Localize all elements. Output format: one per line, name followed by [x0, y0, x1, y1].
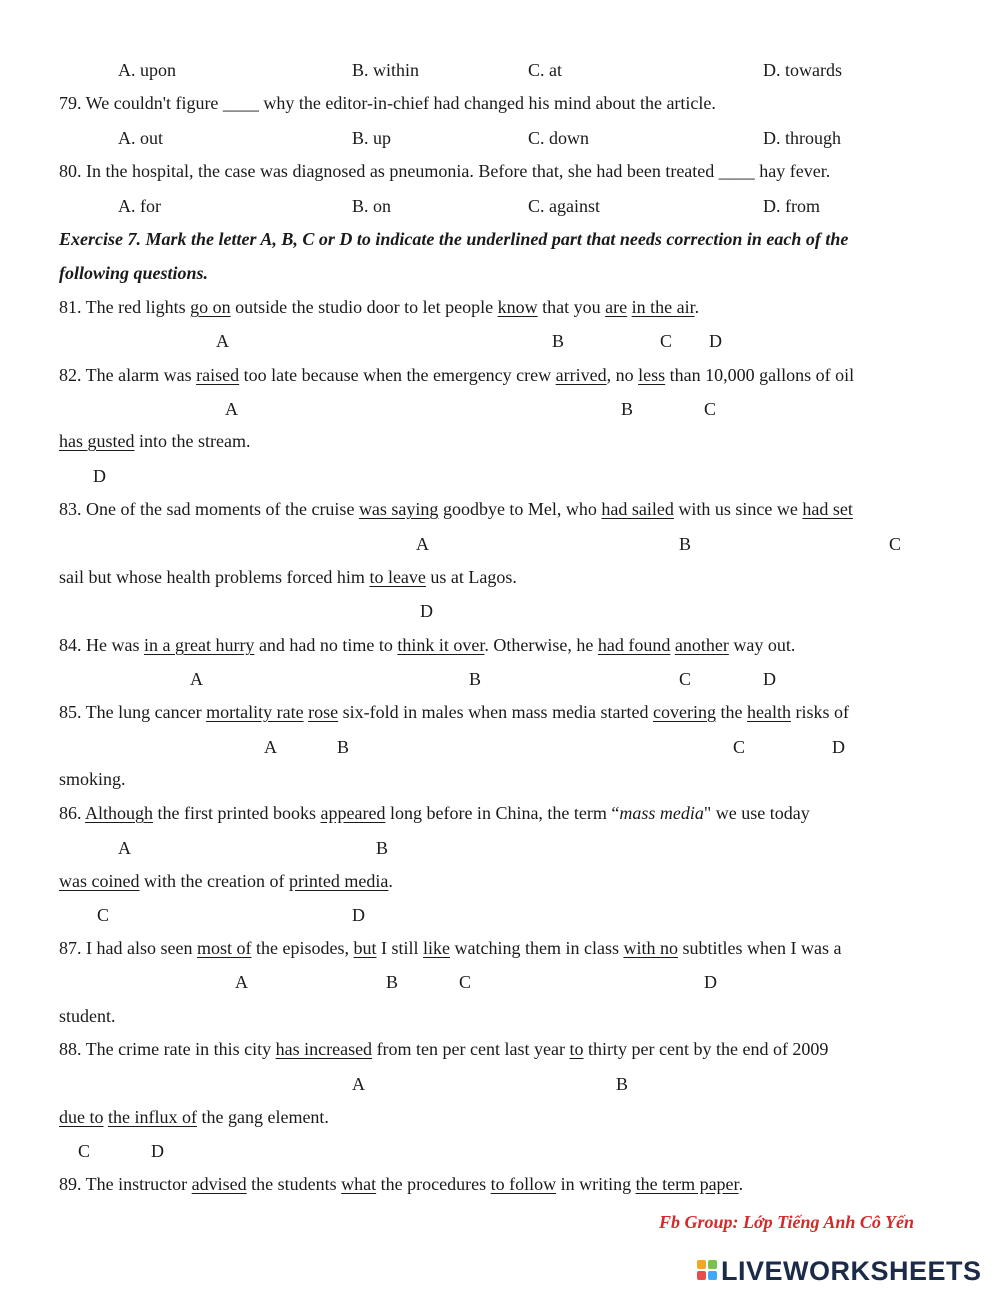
q81-label-a: A [216, 331, 229, 351]
q82-sentence-line2: has gusted into the stream. [59, 431, 251, 451]
fb-group-credit: Fb Group: Lớp Tiếng Anh Cô Yến [659, 1212, 915, 1232]
q85-sentence-line1: 85. The lung cancer mortality rate rose six-fold in males when mass media started covering the health risks of [59, 702, 849, 722]
q81-sentence: 81. The red lights go on outside the studio door to let people know that you are in the air. [59, 297, 700, 317]
q85-label-a: A [264, 737, 277, 757]
q80-option-a: A. for [118, 196, 161, 216]
liveworksheets-logo[interactable] [697, 1256, 982, 1286]
q86-sentence-line2: was coined with the creation of printed media. [59, 871, 393, 891]
q81-label-c: C [660, 331, 673, 351]
q87-label-c: C [459, 972, 472, 992]
q84-underline-a: in a great hurry [143, 635, 255, 655]
q89-underline-a: advised [191, 1174, 247, 1194]
q81-underline-c: are [605, 297, 628, 317]
q87-label-d: D [704, 972, 717, 992]
q88-underline-c: due to [59, 1107, 104, 1127]
q89-underline-b: what [341, 1174, 377, 1194]
q83-underline-b: had sailed [601, 499, 674, 519]
q87-sentence-line2: student. [59, 1006, 116, 1026]
q82-label-d: D [93, 466, 106, 486]
q78-option-b: B. within [352, 60, 420, 80]
q83-label-b: B [679, 534, 692, 554]
exercise-heading-line2: following questions. [59, 263, 209, 283]
q84-sentence: 84. He was in a great hurry and had no time to think it over. Otherwise, he had found another way out. [59, 635, 796, 655]
q86-label-c: C [97, 905, 110, 925]
q85-underline-c: covering [653, 702, 717, 722]
q83-underline-a: was saying [358, 499, 439, 519]
q88-label-d: D [151, 1141, 164, 1161]
q86-label-a: A [118, 838, 131, 858]
q84-label-a: A [190, 669, 203, 689]
q87-underline-b: but [353, 938, 377, 958]
q88-label-a: A [352, 1074, 365, 1094]
q82-label-a: A [225, 399, 238, 419]
q84-label-d: D [763, 669, 776, 689]
q86-label-d: D [352, 905, 365, 925]
q84-underline-b: think it over [397, 635, 485, 655]
q85-underline-b: rose [308, 702, 339, 722]
q87-underline-d: with no [623, 938, 678, 958]
q84-label-c: C [679, 669, 692, 689]
q88-sentence-line1: 88. The crime rate in this city has increased from ten per cent last year to thirty per cent by the end of 2009 [59, 1039, 829, 1059]
q81-underline-b: know [497, 297, 538, 317]
q81-underline-a: go on [190, 297, 231, 317]
q85-label-b: B [337, 737, 350, 757]
q78-option-c: C. at [528, 60, 562, 80]
q83-underline-d: to leave [369, 567, 426, 587]
q87-underline-c: like [423, 938, 450, 958]
q83-label-a: A [416, 534, 429, 554]
q88-underline-b: to [569, 1039, 584, 1059]
q82-label-c: C [704, 399, 717, 419]
q88-sentence-line2: due to the influx of the gang element. [59, 1107, 329, 1127]
q87-underline-a: most of [196, 938, 252, 958]
q88-underline-a: has increased [275, 1039, 373, 1059]
q83-sentence-line1: 83. One of the sad moments of the cruise was saying goodbye to Mel, who had sailed with us since we had set [59, 499, 853, 519]
q81-label-d: D [709, 331, 722, 351]
q86-sentence-line1: 86. Although the first printed books appeared long before in China, the term “mass media" we use today [59, 803, 810, 823]
q87-label-a: A [235, 972, 248, 992]
q84-label-b: B [469, 669, 482, 689]
q82-underline-b: arrived [555, 365, 607, 385]
q86-label-b: B [376, 838, 389, 858]
q78-option-a: A. upon [118, 60, 176, 80]
liveworksheets-mark-icon [697, 1258, 719, 1284]
q81-underline-d: in the air [631, 297, 695, 317]
q84-underline-d: another [674, 635, 729, 655]
q80-question: 80. In the hospital, the case was diagnosed as pneumonia. Before that, she had been treated ____ hay fever. [59, 161, 831, 181]
q88-underline-d: the influx of [108, 1107, 197, 1127]
q87-label-b: B [386, 972, 399, 992]
q78-option-d: D. towards [763, 60, 842, 80]
q88-label-b: B [616, 1074, 629, 1094]
q81-label-b: B [552, 331, 565, 351]
q79-option-b: B. up [352, 128, 392, 148]
q79-question: 79. We couldn't figure ____ why the editor-in-chief had changed his mind about the article. [59, 93, 716, 113]
q80-option-d: D. from [763, 196, 820, 216]
q82-sentence-line1: 82. The alarm was raised too late because when the emergency crew arrived, no less than 10,000 gallons of oil [59, 365, 855, 385]
q79-option-d: D. through [763, 128, 841, 148]
liveworksheets-brand: LIVEWORKSHEETS [721, 1256, 982, 1286]
q79-option-c: C. down [528, 128, 590, 148]
q80-option-c: C. against [528, 196, 600, 216]
q88-label-c: C [78, 1141, 91, 1161]
q86-underline-a: Although [85, 803, 154, 823]
q87-sentence-line1: 87. I had also seen most of the episodes, but I still like watching them in class with no subtitles when I was a [59, 938, 842, 958]
q89-underline-c: to follow [490, 1174, 557, 1194]
q85-sentence-line2: smoking. [59, 769, 126, 789]
q85-label-d: D [832, 737, 845, 757]
q86-underline-b: appeared [320, 803, 386, 823]
q83-sentence-line2: sail but whose health problems forced him to leave us at Lagos. [59, 567, 517, 587]
q85-label-c: C [733, 737, 746, 757]
q80-option-b: B. on [352, 196, 392, 216]
q83-label-c: C [889, 534, 902, 554]
q86-underline-c: was coined [59, 871, 140, 891]
q83-label-d: D [420, 601, 433, 621]
q82-label-b: B [621, 399, 634, 419]
q79-option-a: A. out [118, 128, 163, 148]
q83-underline-c: had set [802, 499, 853, 519]
q86-underline-d: printed media [288, 871, 389, 891]
q82-underline-d: has gusted [59, 431, 135, 451]
q82-underline-c: less [638, 365, 666, 385]
q89-underline-d: the term paper [635, 1174, 739, 1194]
q85-underline-d: health [747, 702, 791, 722]
q84-underline-c: had found [597, 635, 671, 655]
q82-underline-a: raised [196, 365, 240, 385]
exercise-heading-line1: Exercise 7. Mark the letter A, B, C or D to indicate the underlined part that needs correction in each of the [59, 229, 849, 249]
q85-underline-a: mortality rate [206, 702, 304, 722]
q89-sentence: 89. The instructor advised the students what the procedures to follow in writing the term paper. [59, 1174, 744, 1194]
